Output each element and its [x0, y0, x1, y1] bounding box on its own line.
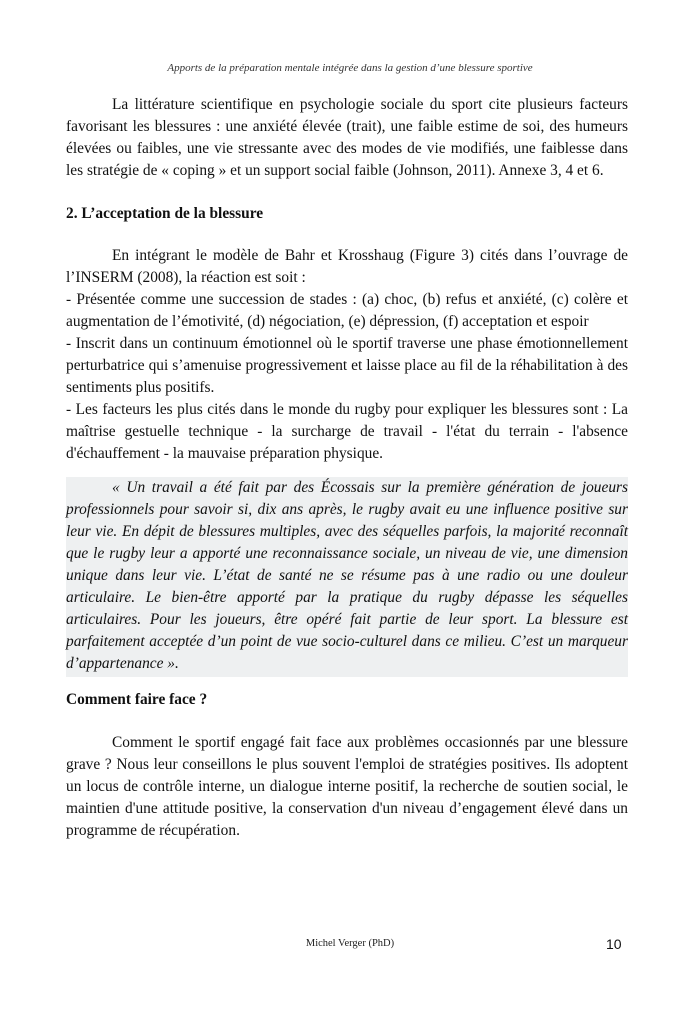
section-heading-acceptation: 2. L’acceptation de la blessure	[66, 205, 264, 222]
page-content	[66, 94, 628, 842]
list-item-continuum: - Inscrit dans un continuum émotionnel où le sportif traverse une phase émotionnellement perturbatrice qui s’amenuise progressivement et laisse place au fil de la réhabilitation à des sentiments plus positifs.	[66, 335, 628, 396]
quote-block	[66, 477, 628, 677]
list-item-facteurs-rugby: - Les facteurs les plus cités dans le monde du rugby pour expliquer les blessures sont : La maîtrise gestuelle technique - la surcharge de travail - l'état du terrain - l'absence d'échauffement - la mauvaise préparation physique.	[66, 401, 628, 462]
page-number: 10	[606, 936, 622, 952]
footer-author: Michel Verger (PhD)	[305, 938, 395, 949]
section3-paragraph: Comment le sportif engagé fait face aux problèmes occasionnés par une blessure grave ? Nous leur conseillons le plus souvent l'emploi de stratégies positives. Ils adoptent un locus de contrôle interne, un dialogue interne positif, la recherche de soutien social, le maintien d'une attitude positive, la conservation d'un niveau d’engagement élevé dans un programme de récupération.	[66, 734, 628, 839]
running-header: Apports de la préparation mentale intégrée dans la gestion d’une blessure sportive	[167, 62, 533, 74]
quote-text: « Un travail a été fait par des Écossais sur la première génération de joueurs professionnels pour savoir si, dix ans après, le rugby avait eu une influence positive sur leur vie. En dépit de blessures multiples, avec des séquelles parfois, la majorité reconnaît que le rugby leur a apporté une reconnaissance sociale, un niveau de vie, une dimension unique dans leur vie. L’état de santé ne se résume pas à une radio ou une douleur articulaire. Le bien-être apporté par la pratique du rugby dépasse les séquelles articulaires. Pour les joueurs, être opéré fait partie de leur sport. La blessure est parfaitement acceptée d’un point de vue socio-culturel dans ce milieu. C’est un marqueur d’appartenance ».	[66, 479, 628, 672]
intro-paragraph: La littérature scientifique en psychologie sociale du sport cite plusieurs facteurs favorisant les blessures : une anxiété élevée (trait), une faible estime de soi, des humeurs élevées ou faibles, une vie stressante avec des modes de vie modifiés, une faiblesse dans les stratégie de « coping » et un support social faible (Johnson, 2011). Annexe 3, 4 et 6.	[66, 96, 628, 179]
list-item-stades: - Présentée comme une succession de stades : (a) choc, (b) refus et anxiété, (c) colère et augmentation de l’émotivité, (d) négociation, (e) dépression, (f) acceptation et espoir	[66, 291, 628, 330]
section-heading-faire-face: Comment faire face ?	[66, 691, 208, 708]
section2-intro-paragraph: En intégrant le modèle de Bahr et Krosshaug (Figure 3) cités dans l’ouvrage de l’INSERM (2008), la réaction est soit :	[66, 247, 628, 286]
